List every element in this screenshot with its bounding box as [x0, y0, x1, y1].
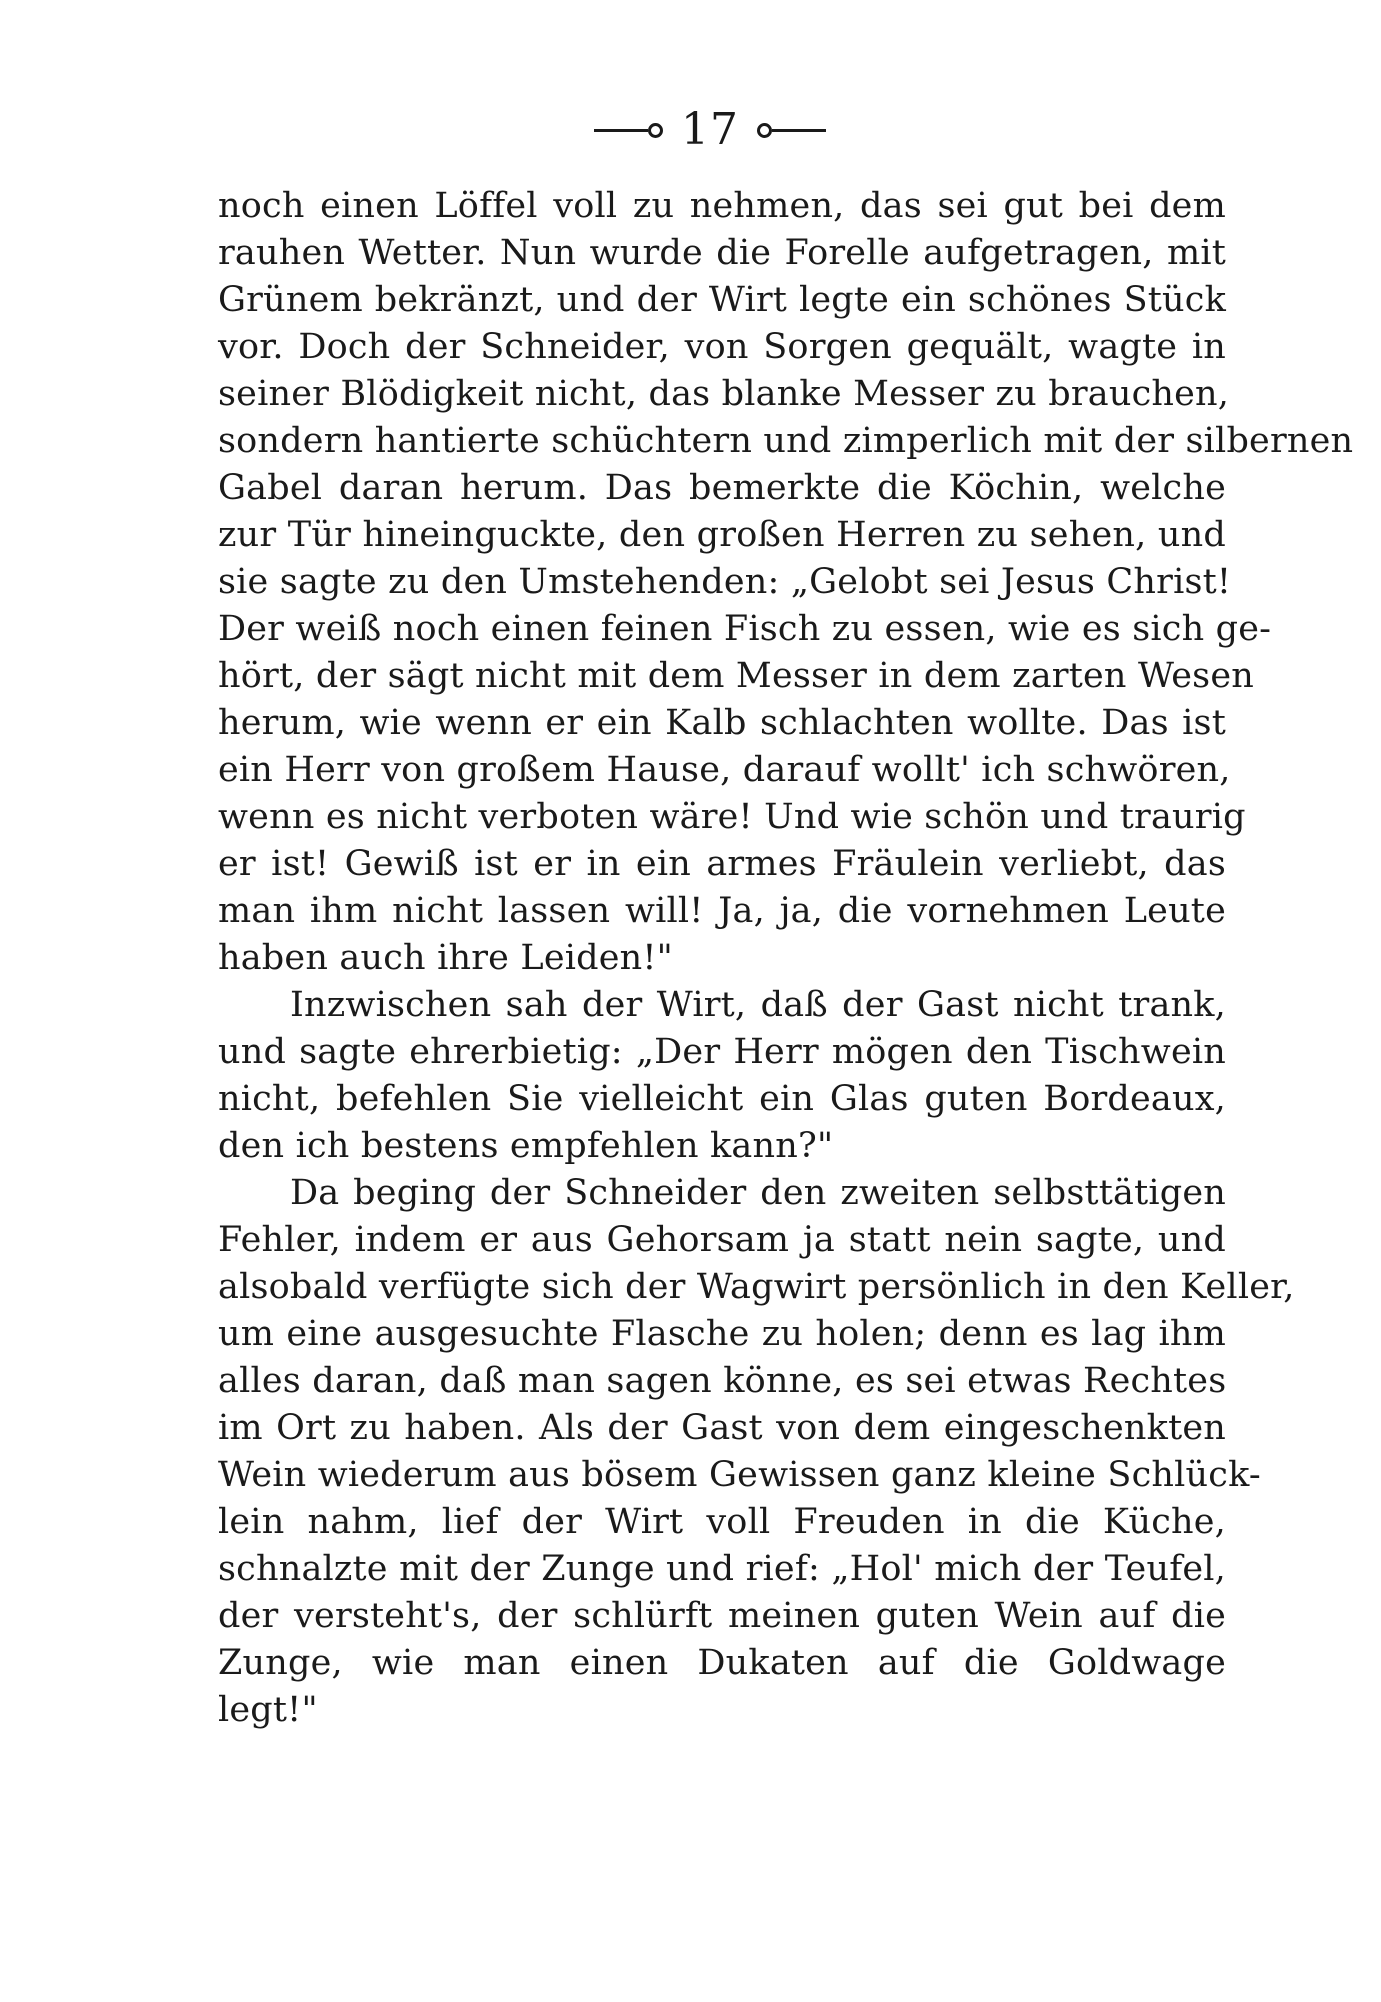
text-line: rauhen Wetter. Nun wurde die Forelle aufgetragen, mit — [218, 233, 1226, 273]
page-number: 17 — [681, 104, 739, 155]
left-ornament-dash — [594, 129, 648, 132]
text-line: den ich bestens empfehlen kann?" — [218, 1126, 834, 1166]
text-line: Der weiß noch einen feinen Fisch zu essen, wie es sich ge- — [218, 609, 1272, 649]
right-ornament-dash — [772, 129, 826, 132]
text-line: zur Tür hineinguckte, den großen Herren zu sehen, und — [218, 515, 1226, 555]
text-line: Gabel daran herum. Das bemerkte die Köchin, welche — [218, 468, 1226, 508]
text-line: schnalzte mit der Zunge und rief: „Hol' mich der Teufel, — [218, 1549, 1226, 1589]
text-line: Da beging der Schneider den zweiten selbsttätigen — [290, 1173, 1226, 1213]
text-line: ein Herr von großem Hause, darauf wollt' ich schwören, — [218, 750, 1231, 790]
page-header — [560, 100, 860, 160]
text-line: nicht, befehlen Sie vielleicht ein Glas guten Bordeaux, — [218, 1079, 1226, 1119]
text-line: lein nahm, lief der Wirt voll Freuden in die Küche, — [218, 1502, 1226, 1542]
text-line: legt!" — [218, 1690, 318, 1730]
text-line: im Ort zu haben. Als der Gast von dem eingeschenkten — [218, 1408, 1226, 1448]
text-line: um eine ausgesuchte Flasche zu holen; denn es lag ihm — [218, 1314, 1226, 1354]
text-line: alles daran, daß man sagen könne, es sei etwas Rechtes — [218, 1361, 1227, 1401]
text-line: hört, der sägt nicht mit dem Messer in dem zarten Wesen — [218, 656, 1254, 696]
left-ornament-ring — [648, 123, 663, 138]
text-line: herum, wie wenn er ein Kalb schlachten wollte. Das ist — [218, 703, 1226, 743]
text-line: Zunge, wie man einen Dukaten auf die Goldwage — [218, 1643, 1226, 1683]
text-line: Inzwischen sah der Wirt, daß der Gast nicht trank, — [290, 985, 1226, 1025]
body-text — [218, 183, 1354, 1833]
right-ornament-ring — [757, 123, 772, 138]
text-line: alsobald verfügte sich der Wagwirt persönlich in den Keller, — [218, 1267, 1295, 1307]
left-ornament — [594, 123, 663, 138]
text-line: man ihm nicht lassen will! Ja, ja, die vornehmen Leute — [218, 891, 1226, 931]
text-line: und sagte ehrerbietig: „Der Herr mögen den Tischwein — [218, 1032, 1226, 1072]
text-line: haben auch ihre Leiden!" — [218, 938, 673, 978]
text-line: Grünem bekränzt, und der Wirt legte ein schönes Stück — [218, 280, 1226, 320]
text-line: wenn es nicht verboten wäre! Und wie schön und traurig — [218, 797, 1246, 837]
text-line: der versteht's, der schlürft meinen guten Wein auf die — [218, 1596, 1226, 1636]
text-line: Wein wiederum aus bösem Gewissen ganz kleine Schlück- — [218, 1455, 1261, 1495]
text-line: noch einen Löffel voll zu nehmen, das sei gut bei dem — [218, 186, 1226, 226]
text-line: sondern hantierte schüchtern und zimperlich mit der silbernen — [218, 421, 1354, 461]
text-line: vor. Doch der Schneider, von Sorgen gequält, wagte in — [218, 327, 1226, 367]
text-line: sie sagte zu den Umstehenden: „Gelobt sei Jesus Christ! — [218, 562, 1232, 602]
text-line: seiner Blödigkeit nicht, das blanke Messer zu brauchen, — [218, 374, 1230, 414]
text-line: er ist! Gewiß ist er in ein armes Fräulein verliebt, das — [218, 844, 1226, 884]
right-ornament — [757, 123, 826, 138]
text-line: Fehler, indem er aus Gehorsam ja statt nein sagte, und — [218, 1220, 1226, 1260]
